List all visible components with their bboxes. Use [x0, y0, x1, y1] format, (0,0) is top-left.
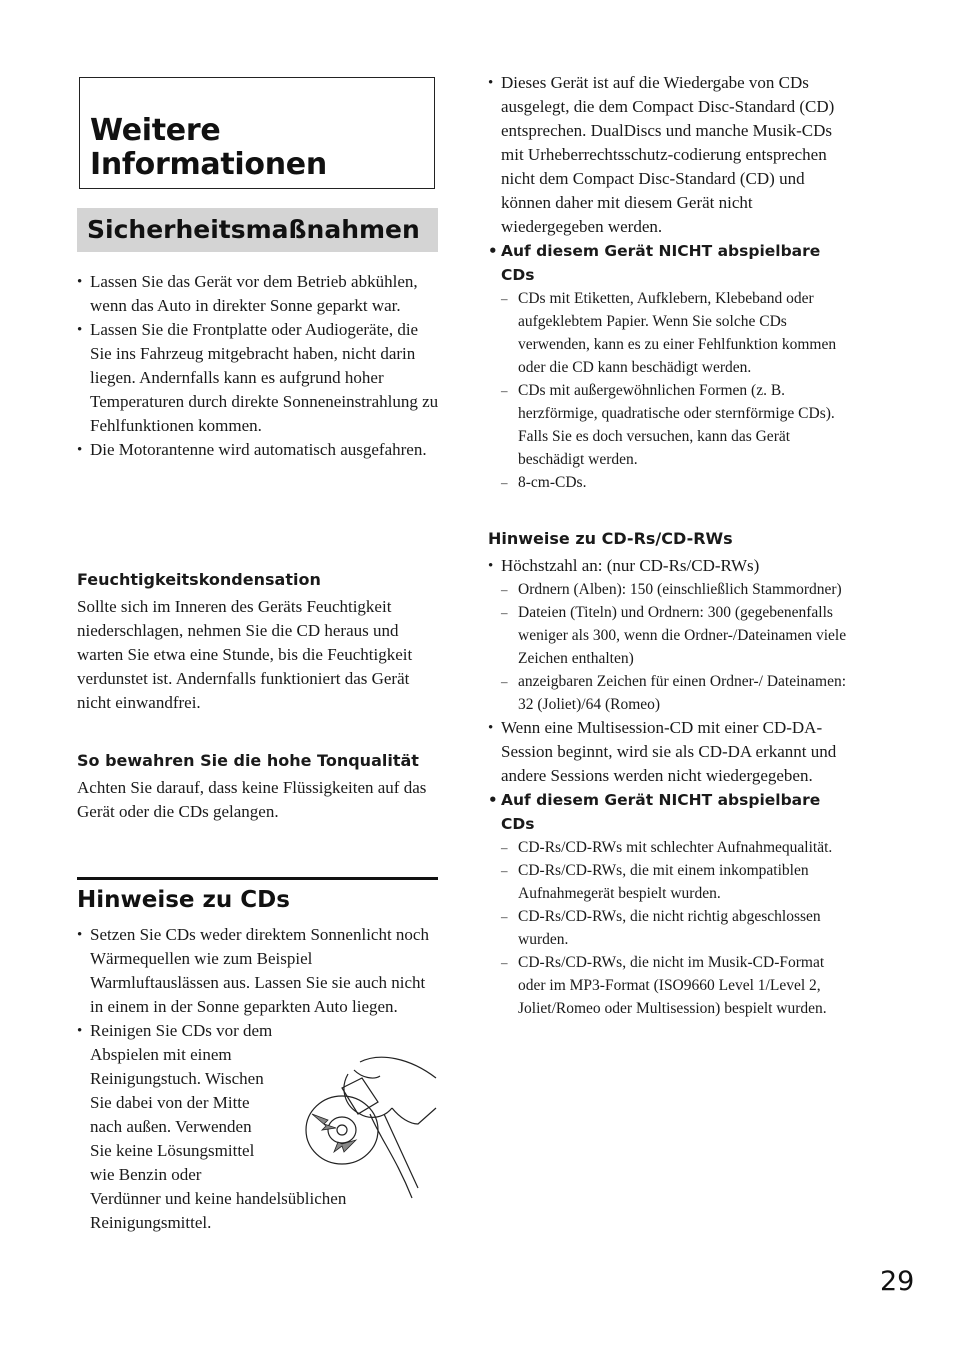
not-playable-item-2: – CD-Rs/CD-RWs, die nicht im Musik-CD-Format oder im MP3-Format (ISO9660 Level 1/Level 2, Joliet/Romeo oder Multisession) bespielt wurden. — [488, 951, 852, 1020]
cdr-max-item: – anzeigbaren Zeichen für einen Ordner-/ Dateinamen: 32 (Joliet)/64 (Romeo) — [488, 670, 852, 716]
section-heading-cds: Hinweise zu CDs — [77, 887, 290, 913]
sound-quality-heading: So bewahren Sie die hohe Tonqualität — [77, 751, 419, 770]
not-playable-list — [488, 287, 852, 494]
cleaning-line: Sie dabei von der Mitte — [90, 1093, 250, 1112]
safety-bullet: • Lassen Sie das Gerät vor dem Betrieb abkühlen, wenn das Auto in direkter Sonne geparkt war. — [77, 270, 439, 318]
safety-bullet-list — [77, 270, 439, 462]
cdr-max-list — [488, 554, 852, 578]
cleaning-line: Reinigen Sie CDs vor dem — [90, 1021, 273, 1040]
safety-bullet: • Die Motorantenne wird automatisch ausgefahren. — [77, 438, 439, 462]
condensation-heading: Feuchtigkeitskondensation — [77, 570, 321, 589]
cdr-max-bullet: • Höchstzahl an: (nur CD-Rs/CD-RWs) — [488, 554, 852, 578]
safety-bullet: • Lassen Sie die Frontplatte oder Audiogeräte, die Sie ins Fahrzeug mitgebracht haben, nicht darin liegen. Andernfalls kann es aufgrund hoher Temperaturen durch direkte Sonneneinstrahlung zu Fehlfunktionen kommen. — [77, 318, 439, 438]
cdr-notes-block — [488, 528, 852, 1020]
not-playable-item: – CDs mit außergewöhnlichen Formen (z. B. herzförmige, quadratische oder sternförmige CDs). Falls Sie es doch versuchen, kann das Gerät beschädigt werden. — [488, 379, 852, 471]
page-number: 29 — [880, 1266, 915, 1297]
not-playable-list-2 — [488, 836, 852, 1020]
section-heading-safety: Sicherheitsmaßnahmen — [87, 215, 420, 244]
cd-standard-block — [488, 71, 852, 494]
section-banner-safety — [77, 208, 438, 252]
sound-quality-block — [77, 750, 439, 824]
condensation-block — [77, 569, 439, 715]
cleaning-line: nach außen. Verwenden — [90, 1117, 252, 1136]
chapter-title-line-1: Weitere — [90, 113, 221, 148]
cdr-multisession-list — [488, 716, 852, 836]
cd-standard-bullet: • Dieses Gerät ist auf die Wiedergabe von CDs ausgelegt, die dem Compact Disc-Standard (CD) entsprechen. DualDiscs und manche Musik-CDs mit Urheberrechtsschutz-codierung entsprechen nicht dem Compact Disc-Standard (CD) und können daher mit diesem Gerät nicht wiedergegeben werden. — [488, 71, 852, 239]
cd-standard-list — [488, 71, 852, 287]
not-playable-item: – 8-cm-CDs. — [488, 471, 852, 494]
cleaning-line: Reinigungsmittel. — [90, 1213, 212, 1232]
multisession-bullet: • Wenn eine Multisession-CD mit einer CD-DA-Session beginnt, wird sie als CD-DA erkannt und andere Sessions werden nicht wiedergegeben. — [488, 716, 852, 788]
not-playable-item-2: – CD-Rs/CD-RWs, die mit einem inkompatiblen Aufnahmegerät bespielt wurden. — [488, 859, 852, 905]
not-playable-item-2: – CD-Rs/CD-RWs mit schlechter Aufnahmequalität. — [488, 836, 852, 859]
cleaning-line: Verdünner und keine handelsüblichen — [90, 1189, 347, 1208]
sound-quality-text: Achten Sie darauf, dass keine Flüssigkeiten auf das Gerät oder die CDs gelangen. — [77, 778, 427, 821]
condensation-text: Sollte sich im Inneren des Geräts Feuchtigkeit niederschlagen, nehmen Sie die CD heraus und warten Sie etwa eine Stunde, bis die Feuchtigkeit verdunstet ist. Andernfalls funktioniert das Gerät nicht einwandfrei. — [77, 597, 413, 712]
cleaning-line: wie Benzin oder — [90, 1165, 202, 1184]
cd-cleaning-illustration-icon — [300, 1048, 440, 1208]
chapter-title — [90, 114, 424, 182]
cd-note-bullet: • Setzen Sie CDs weder direktem Sonnenlicht noch Wärmequellen wie zum Beispiel Warmluftauslässen aus. Lassen Sie sie auch nicht in einem in der Sonne geparkten Auto liegen. — [77, 923, 439, 1019]
not-playable-heading-2: • Auf diesem Gerät NICHT abspielbare CDs — [488, 788, 852, 836]
section-heading-cds-wrap — [77, 877, 438, 916]
not-playable-heading: • Auf diesem Gerät NICHT abspielbare CDs — [488, 239, 852, 287]
chapter-title-line-2: Informationen — [90, 147, 327, 182]
cdr-max-item: – Ordnern (Alben): 150 (einschließlich Stammordner) — [488, 578, 852, 601]
cdr-max-item: – Dateien (Titeln) und Ordnern: 300 (gegebenenfalls weniger als 300, wenn die Ordner-/Dateinamen viele Zeichen enthalten) — [488, 601, 852, 670]
not-playable-item-2: – CD-Rs/CD-RWs, die nicht richtig abgeschlossen wurden. — [488, 905, 852, 951]
chapter-title-box — [79, 77, 435, 189]
cdr-notes-heading: Hinweise zu CD-Rs/CD-RWs — [488, 529, 733, 548]
cleaning-line: Sie keine Lösungsmittel — [90, 1141, 255, 1160]
cleaning-line: Abspielen mit einem — [90, 1045, 232, 1064]
cdr-max-items — [488, 578, 852, 716]
safety-bullets-block — [77, 270, 439, 462]
not-playable-item: – CDs mit Etiketten, Aufklebern, Klebeband oder aufgeklebtem Papier. Wenn Sie solche CDs verwenden, kann es zu einer Fehlfunktion kommen oder die CD kann beschädigt werden. — [488, 287, 852, 379]
cleaning-line: Reinigungstuch. Wischen — [90, 1069, 264, 1088]
